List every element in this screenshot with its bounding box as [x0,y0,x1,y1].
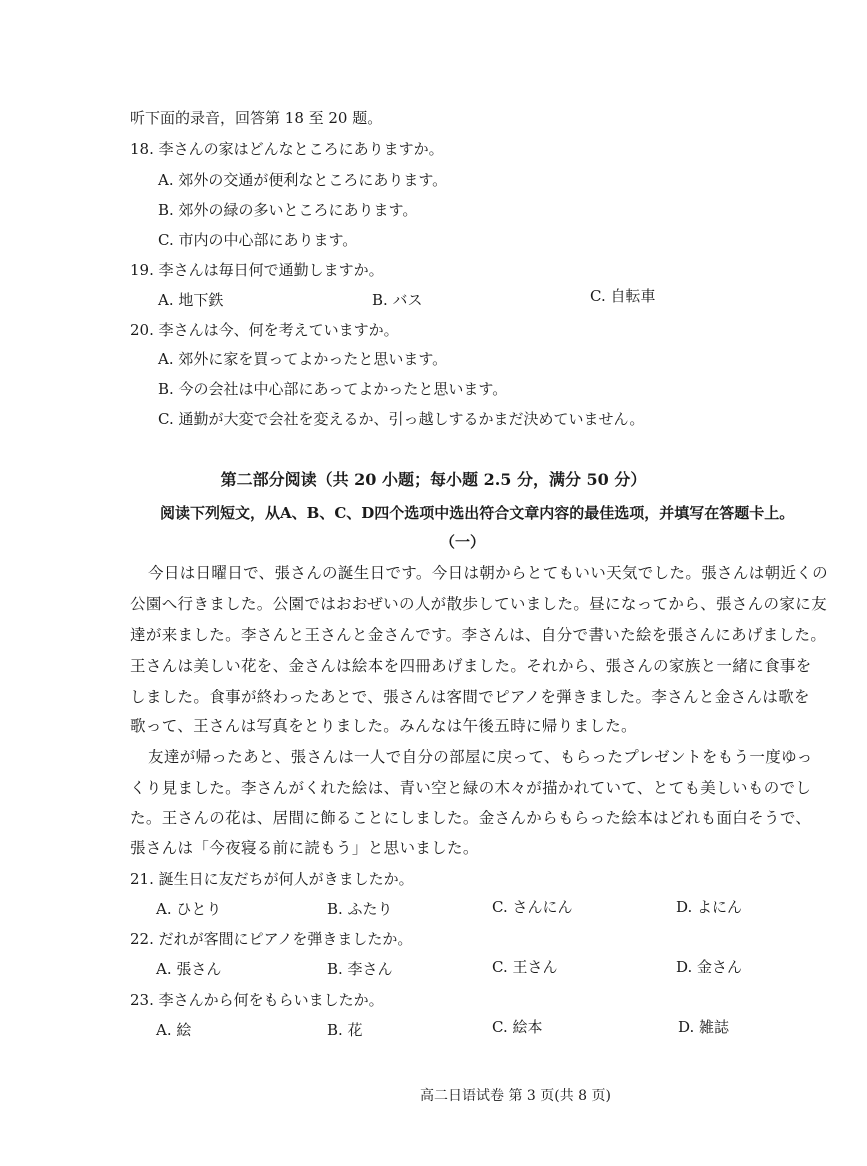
question-21: 21. 誕生日に友だちが何人がきましたか。 [130,870,414,888]
passage-line: 友達が帰ったあと、張さんは一人で自分の部屋に戻って、もらったプレゼントをもう一度ゆっ [148,748,813,766]
q22-option-a: A. 張さん [156,960,222,978]
question-23: 23. 李さんから何をもらいましたか。 [130,991,384,1009]
passage-line: 王さんは美しい花を、金さんは絵本を四冊あげました。それから、張さんの家族と一緒に食事を [130,657,812,675]
q19-option-a: A. 地下鉄 [158,291,224,309]
passage-line: しました。食事が終わったあとで、張さんは客間でピアノを弾きました。李さんと金さんは歌を [130,688,810,706]
q18-option-c: C. 市内の中心部にあります。 [158,231,358,249]
question-22: 22. だれが客間にピアノを弾きましたか。 [130,930,413,948]
page-footer: 高二日语试卷 第 3 页(共 8 页) [420,1088,611,1104]
q22-option-d: D. 金さん [676,958,743,976]
q19-option-c: C. 自転車 [590,287,656,305]
q20-option-c: C. 通勤が大変で会社を変えるか、引っ越しするかまだ決めていません。 [158,410,645,428]
question-20: 20. 李さんは今、何を考えていますか。 [130,321,399,339]
passage-line: 今日は日曜日で、張さんの誕生日です。今日は朝からとてもいい天気でした。張さんは朝近くの [148,564,829,582]
question-18: 18. 李さんの家はどんなところにありますか。 [130,140,444,158]
passage-line: 達が来ました。李さんと王さんと金さんです。李さんは、自分で書いた絵を張さんにあげました。 [130,626,827,644]
q23-option-d: D. 雑誌 [678,1018,730,1036]
reading-instruction: 阅读下列短文，从A、B、C、D四个选项中选出符合文章内容的最佳选项，并填写在答题卡上。 [160,504,795,522]
passage-line: 公園へ行きました。公園ではおおぜいの人が散歩していました。昼になってから、張さんの家に友 [130,595,827,613]
q23-option-c: C. 絵本 [492,1018,543,1036]
passage-number: （一） [440,533,486,551]
q18-option-b: B. 郊外の緑の多いところにあります。 [158,201,418,219]
q23-option-a: A. 絵 [156,1021,192,1039]
passage-line: 歌って、王さんは写真をとりました。みんなは午後五時に帰りました。 [130,717,637,735]
q21-option-d: D. よにん [676,898,743,916]
q21-option-c: C. さんにん [492,898,573,916]
q23-option-b: B. 花 [327,1021,363,1039]
q20-option-a: A. 郊外に家を買ってよかったと思います。 [158,350,448,368]
q21-option-a: A. ひとり [156,900,222,918]
q21-option-b: B. ふたり [327,900,393,918]
q19-option-b: B. バス [372,291,423,309]
passage-line: た。王さんの花は、居間に飾ることにしました。金さんからもらった絵本はどれも面白そうで、 [130,809,812,827]
question-19: 19. 李さんは毎日何で通勤しますか。 [130,261,384,279]
passage-line: 張さんは「今夜寝る前に読もう」と思いました。 [130,839,479,857]
listening-instruction: 听下面的录音，回答第 18 至 20 题。 [130,109,383,127]
q18-option-a: A. 郊外の交通が便利なところにあります。 [158,171,448,189]
section-title: 第二部分阅读（共 20 小题；每小题 2.5 分，满分 50 分） [220,470,647,489]
q20-option-b: B. 今の会社は中心部にあってよかったと思います。 [158,380,508,398]
q22-option-b: B. 李さん [327,960,393,978]
passage-line: くり見ました。李さんがくれた絵は、青い空と緑の木々が描かれていて、とても美しいものでし [130,779,812,797]
q22-option-c: C. 王さん [492,958,558,976]
